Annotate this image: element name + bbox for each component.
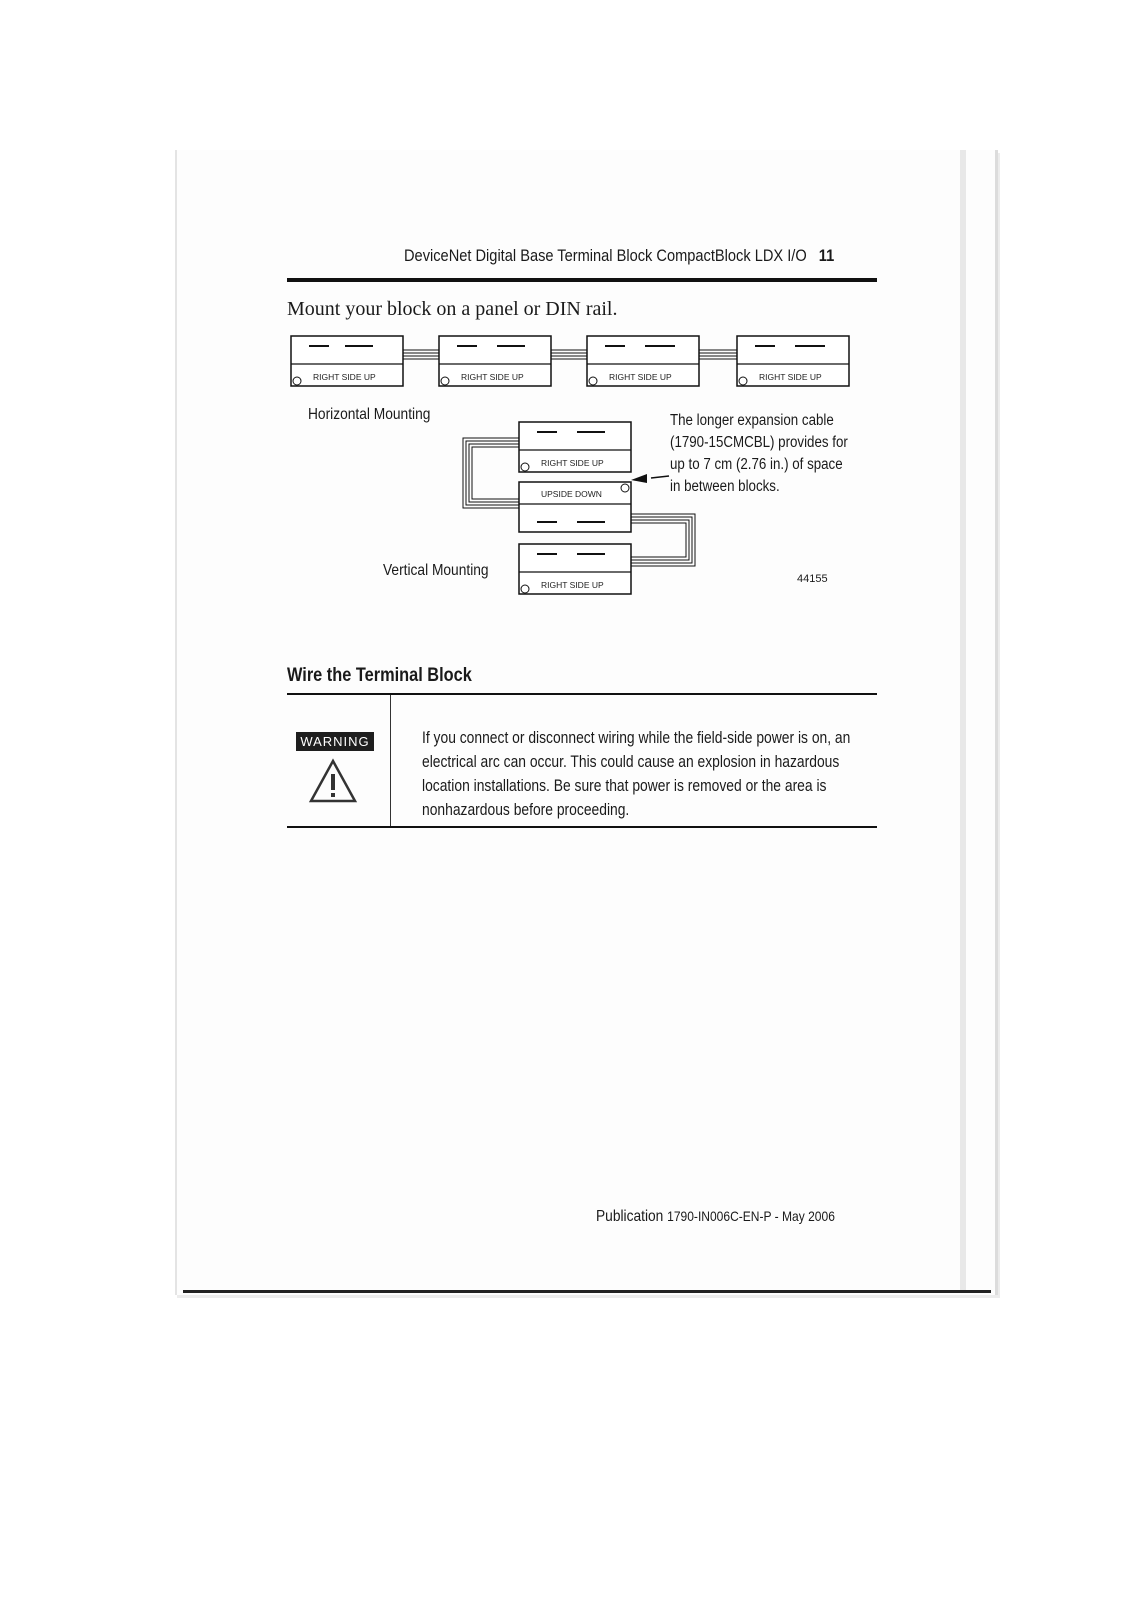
expansion-cable-note <box>670 410 848 498</box>
block-label-upside-down: UPSIDE DOWN <box>541 489 602 499</box>
block-label: RIGHT SIDE UP <box>759 372 822 382</box>
warning-divider <box>390 695 391 826</box>
horizontal-mounting-label: Horizontal Mounting <box>308 406 431 423</box>
block-label: RIGHT SIDE UP <box>461 372 524 382</box>
warning-badge: WARNING <box>296 732 374 751</box>
block-v3 <box>519 544 631 594</box>
running-header <box>404 246 834 266</box>
page-edge <box>960 150 966 1290</box>
block-label: RIGHT SIDE UP <box>541 458 604 468</box>
block-label: RIGHT SIDE UP <box>609 372 672 382</box>
page-number: 11 <box>818 246 835 265</box>
publication-label: Publication <box>596 1208 664 1225</box>
page-bottom-edge <box>183 1290 991 1293</box>
block-v1 <box>519 422 631 472</box>
block-label: RIGHT SIDE UP <box>541 580 604 590</box>
block-h2 <box>439 336 551 386</box>
horizontal-blocks <box>291 336 849 386</box>
section-heading: Wire the Terminal Block <box>287 665 472 686</box>
warning-line: location installations. Be sure that power is removed or the area is <box>422 777 827 795</box>
warning-line: If you connect or disconnect wiring while the field-side power is on, an <box>422 729 851 747</box>
warning-triangle-icon <box>308 758 358 804</box>
note-line: up to 7 cm (2.76 in.) of space <box>670 456 843 473</box>
block-h1 <box>291 336 403 386</box>
warning-top-rule <box>287 693 877 695</box>
publication-code: 1790-IN006C-EN-P - May 2006 <box>667 1208 835 1224</box>
vertical-blocks <box>463 422 695 594</box>
header-title: DeviceNet Digital Base Terminal Block CompactBlock LDX I/O <box>404 246 807 265</box>
figure-number: 44155 <box>797 573 828 585</box>
document-page <box>175 150 998 1295</box>
block-label: RIGHT SIDE UP <box>313 372 376 382</box>
warning-text <box>422 726 850 822</box>
warning-line: electrical arc can occur. This could cause an explosion in hazardous <box>422 753 840 771</box>
note-line: (1790-15CMCBL) provides for <box>670 434 848 451</box>
note-line: The longer expansion cable <box>670 412 834 429</box>
block-v2-upside-down <box>519 482 631 532</box>
warning-line: nonhazardous before proceeding. <box>422 801 630 819</box>
block-h3 <box>587 336 699 386</box>
intro-text: Mount your block on a panel or DIN rail. <box>287 298 618 320</box>
publication-footer <box>596 1208 835 1226</box>
note-line: in between blocks. <box>670 478 780 495</box>
warning-bottom-rule <box>287 826 877 828</box>
vertical-mounting-label: Vertical Mounting <box>383 562 489 579</box>
header-rule <box>287 278 877 282</box>
block-h4 <box>737 336 849 386</box>
